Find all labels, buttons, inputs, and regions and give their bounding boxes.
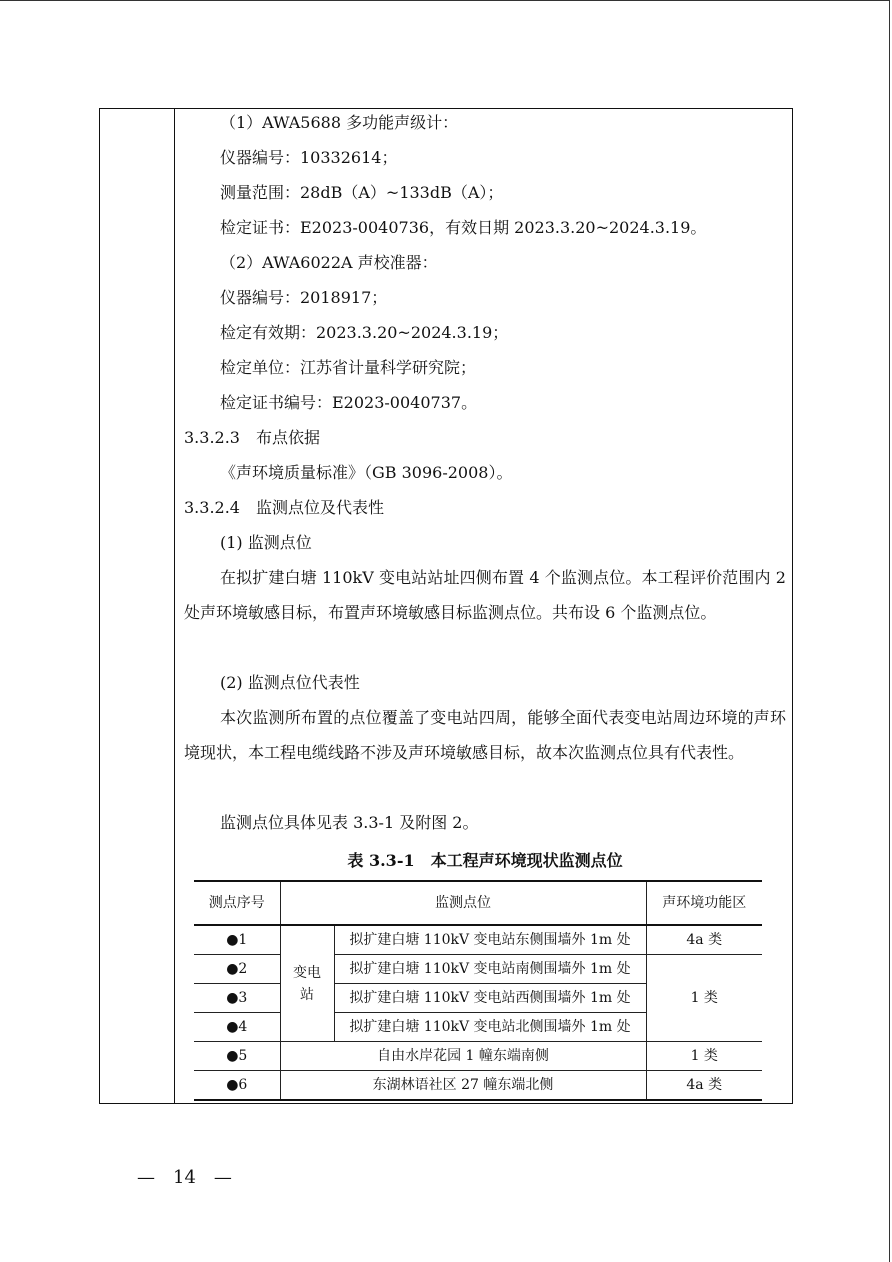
point-id-cell: ●4 xyxy=(194,1013,280,1042)
page-number: — 14 — xyxy=(137,1167,232,1188)
table-caption: 表 3.3-1 本工程声环境现状监测点位 xyxy=(347,851,623,870)
instrument-2-serial: 仪器编号：2018917； xyxy=(220,288,388,307)
instrument-1-certificate: 检定证书：E2023-0040736，有效日期 2023.3.20~2024.3.19。 xyxy=(220,218,707,237)
instrument-1-title: （1）AWA5688 多功能声级计： xyxy=(220,113,459,132)
instrument-2-certificate: 检定证书编号：E2023-0040737。 xyxy=(220,393,478,412)
table-row xyxy=(194,925,762,955)
subheading-representativeness: (2) 监测点位代表性 xyxy=(220,673,360,692)
table-row xyxy=(194,955,762,984)
standard-reference: 《声环境质量标准》（GB 3096-2008）。 xyxy=(220,463,513,482)
instrument-2-title: （2）AWA6022A 声校准器： xyxy=(220,253,438,272)
table-row xyxy=(194,1042,762,1071)
frame-column-divider xyxy=(174,108,175,1104)
header-zone: 声环境功能区 xyxy=(646,881,762,925)
location-cell: 拟扩建白塘 110kV 变电站北侧围墙外 1m 处 xyxy=(334,1013,646,1042)
paragraph-representativeness: 本次监测所布置的点位覆盖了变电站四周，能够全面代表变电站周边环境的声环境现状，本工程电缆线路不涉及声环境敏感目标，故本次监测点位具有代表性。 xyxy=(184,708,786,762)
monitoring-points-table xyxy=(194,880,762,1101)
location-cell: 拟扩建白塘 110kV 变电站西侧围墙外 1m 处 xyxy=(334,984,646,1013)
paragraph-monitoring-points: 在拟扩建白塘 110kV 变电站站址四侧布置 4 个监测点位。本工程评价范围内 2 处声环境敏感目标，布置声环境敏感目标监测点位。共布设 6 个监测点位。 xyxy=(184,568,786,622)
location-cell: 东湖林语社区 27 幢东端北侧 xyxy=(280,1071,646,1101)
paragraph-table-reference: 监测点位具体见表 3.3-1 及附图 2。 xyxy=(220,813,479,832)
zone-cell: 1 类 xyxy=(646,1042,762,1071)
subheading-monitoring-points: (1) 监测点位 xyxy=(220,533,312,552)
table-header-row xyxy=(194,881,762,925)
location-cell: 拟扩建白塘 110kV 变电站东侧围墙外 1m 处 xyxy=(334,925,646,955)
zone-cell: 4a 类 xyxy=(646,1071,762,1101)
point-id-cell: ●5 xyxy=(194,1042,280,1071)
right-border-line xyxy=(889,0,890,1262)
instrument-1-serial: 仪器编号：10332614； xyxy=(220,148,398,167)
top-border-line xyxy=(0,0,890,1)
section-3-3-2-3-heading: 3.3.2.3 布点依据 xyxy=(184,428,320,447)
point-id-cell: ●6 xyxy=(194,1071,280,1101)
instrument-2-validity: 检定有效期：2023.3.20~2024.3.19； xyxy=(220,323,509,342)
header-location: 监测点位 xyxy=(280,881,646,925)
location-cell: 自由水岸花园 1 幢东端南侧 xyxy=(280,1042,646,1071)
instrument-1-range: 测量范围：28dB（A）~133dB（A）； xyxy=(220,183,504,202)
point-id-cell: ●1 xyxy=(194,925,280,955)
location-cell: 拟扩建白塘 110kV 变电站南侧围墙外 1m 处 xyxy=(334,955,646,984)
section-3-3-2-4-heading: 3.3.2.4 监测点位及代表性 xyxy=(184,498,384,517)
point-id-cell: ●2 xyxy=(194,955,280,984)
zone-cell: 1 类 xyxy=(646,955,762,1042)
header-point-id: 测点序号 xyxy=(194,881,280,925)
instrument-2-unit: 检定单位：江苏省计量科学研究院； xyxy=(220,358,477,377)
group-label-substation: 变电站 xyxy=(280,925,334,1042)
table-row xyxy=(194,1071,762,1101)
zone-cell: 4a 类 xyxy=(646,925,762,955)
point-id-cell: ●3 xyxy=(194,984,280,1013)
